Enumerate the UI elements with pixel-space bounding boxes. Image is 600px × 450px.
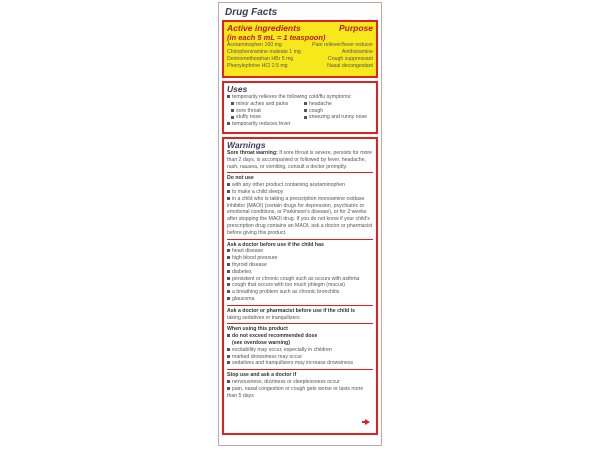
list-item	[227, 347, 373, 354]
divider	[227, 239, 373, 240]
bullet-icon	[227, 361, 230, 364]
sore-throat-warning	[227, 150, 373, 170]
symptom-item	[227, 108, 300, 115]
symptom-text: stuffy nose	[236, 114, 261, 121]
uses-fever	[227, 121, 373, 128]
list-item	[227, 262, 373, 269]
ingredient-name: Dextromethorphan HBr 5 mg	[227, 56, 294, 62]
list-item	[227, 282, 373, 289]
ingredient-purpose: Pain reliever/fever reducer	[312, 42, 373, 48]
list-item-text: a breathing problem such as chronic bronchitis	[232, 289, 340, 296]
when-using-title: When using this product	[227, 326, 288, 333]
bullet-icon	[227, 270, 230, 273]
when-using-note: (see overdose warning)	[232, 339, 290, 346]
drug-facts-inner	[222, 6, 378, 442]
list-item-text: glaucoma	[232, 295, 255, 302]
list-item-text: heart disease	[232, 248, 264, 255]
ingredient-row	[227, 49, 373, 56]
list-item	[227, 269, 373, 276]
purpose-heading: Purpose	[338, 23, 373, 33]
bullet-icon	[227, 387, 230, 390]
ingredient-purpose: Cough suppressant	[328, 56, 373, 62]
list-item	[227, 196, 373, 237]
stop-use-title: Stop use and ask a doctor if	[227, 372, 297, 379]
bullet-icon	[227, 290, 230, 293]
symptom-text: cough	[309, 107, 324, 114]
symptom-item	[300, 101, 373, 108]
ingredient-name: Chlorpheniramine maleate 1 mg	[227, 49, 301, 55]
bullet-icon	[227, 122, 230, 125]
bullet-icon	[231, 109, 234, 112]
sore-throat-label: Sore throat warning:	[227, 150, 278, 156]
divider	[227, 323, 373, 324]
ingredient-row	[227, 56, 373, 63]
bullet-icon	[227, 283, 230, 286]
uses-title: Uses	[227, 84, 248, 94]
ingredient-purpose: Antihistamine	[341, 49, 373, 55]
list-item-text: sedatives and tranquilizers may increase drowsiness	[232, 360, 354, 367]
bullet-icon	[227, 190, 230, 193]
list-item-text: nervousness, dizziness or sleeplessness occur	[232, 378, 340, 385]
list-item-text: diabetes	[232, 268, 252, 275]
bullet-icon	[227, 380, 230, 383]
bullet-icon	[227, 183, 230, 186]
symptom-text: minor aches and pains	[236, 100, 289, 107]
active-ingredients-heading: Active ingredients	[227, 23, 301, 33]
bullet-icon	[227, 197, 230, 200]
bullet-icon	[227, 334, 230, 337]
list-item	[227, 182, 373, 189]
ask-pharmacist-text: taking sedatives or tranquilizers	[227, 314, 300, 321]
list-item	[227, 296, 373, 303]
list-item	[227, 289, 373, 296]
bullet-icon	[227, 249, 230, 252]
ingredient-row	[227, 63, 373, 70]
list-item-text: excitability may occur, especially in children	[232, 346, 332, 353]
bullet-icon	[227, 256, 230, 259]
list-item	[227, 333, 373, 340]
list-item-text: to make a child sleepy	[232, 188, 284, 195]
symptom-item	[227, 114, 300, 121]
ask-pharmacist-title: Ask a doctor or pharmacist before use if the child is	[227, 307, 355, 314]
warnings-title: Warnings	[227, 140, 266, 150]
ingredient-purpose: Nasal decongestant	[327, 63, 373, 69]
divider	[227, 172, 373, 173]
bullet-icon	[227, 277, 230, 280]
symptom-text: sneezing and runny nose	[309, 114, 367, 121]
list-item-text: cough that occurs with too much phlegm (mucus)	[232, 282, 346, 289]
symptom-text: headache	[309, 100, 332, 107]
bullet-icon	[227, 297, 230, 300]
bullet-icon	[227, 355, 230, 358]
list-item	[227, 248, 373, 255]
active-ingredients-box	[222, 22, 378, 78]
list-item-text: high blood pressure	[232, 255, 278, 262]
ingredient-row	[227, 42, 373, 49]
drug-facts-title: Drug Facts	[222, 6, 378, 22]
fever-text: temporarily reduces fever	[232, 121, 291, 128]
list-item	[227, 354, 373, 361]
ingredient-name: Acetaminophen 160 mg	[227, 42, 282, 48]
uses-intro-text: temporarily relieves the following cold/flu symptoms:	[232, 94, 352, 100]
bullet-icon	[227, 95, 230, 98]
warnings-box	[222, 137, 378, 435]
symptom-item	[300, 114, 373, 121]
list-item	[227, 189, 373, 196]
ask-doctor-title: Ask a doctor before use if the child has	[227, 241, 324, 248]
active-ingredients-sub: (in each 5 mL = 1 teaspoon)	[227, 33, 326, 42]
list-item-text: with any other product containing acetaminophen	[232, 182, 346, 189]
bullet-icon	[227, 348, 230, 351]
list-item	[227, 379, 373, 386]
uses-intro	[227, 94, 373, 101]
bullet-icon	[227, 263, 230, 266]
divider	[227, 305, 373, 306]
list-item-text: in a child who is taking a prescription monoamine oxidase inhibitor (MAOI) (certain drugs for depression, psychiatric or emotional conditions, or Parkinson's disease), or for 2 weeks after stopping the MAOI drug. If you do not know if your child's prescription drug contains an MAOI, ask a doctor or pharmacist before giving this product.	[227, 195, 373, 236]
bullet-icon	[304, 102, 307, 105]
active-ingredients-header	[227, 24, 373, 33]
bullet-icon	[304, 109, 307, 112]
symptom-text: sore throat	[236, 107, 261, 114]
list-item	[227, 276, 373, 283]
do-not-use-title: Do not use	[227, 175, 254, 182]
symptom-item	[227, 101, 300, 108]
ingredient-name: Phenylephrine HCl 2.5 mg	[227, 63, 288, 69]
list-item-text: pain, nasal congestion or cough gets worse or lasts more than 5 days	[227, 385, 364, 399]
list-item-text: do not exceed recommended dose	[232, 333, 318, 340]
sore-throat-text: If sore throat is severe, persists for more than 2 days, is accompanied or followed by fever, headache, rash, nausea, or vomiting, consult a doctor promptly.	[227, 150, 373, 170]
continue-arrow-icon	[365, 419, 370, 425]
uses-symptoms	[227, 101, 373, 121]
list-item-text: persistent or chronic cough such as occurs with asthma	[232, 275, 360, 282]
bullet-icon	[231, 116, 234, 119]
bullet-icon	[304, 116, 307, 119]
drug-facts-panel	[218, 2, 382, 446]
symptom-item	[300, 108, 373, 115]
list-item	[227, 386, 373, 400]
list-item-text: thyroid disease	[232, 261, 267, 268]
list-item	[227, 255, 373, 262]
list-item-text: marked drowsiness may occur	[232, 353, 303, 360]
uses-box	[222, 81, 378, 134]
divider	[227, 369, 373, 370]
list-item	[227, 360, 373, 367]
bullet-icon	[231, 102, 234, 105]
